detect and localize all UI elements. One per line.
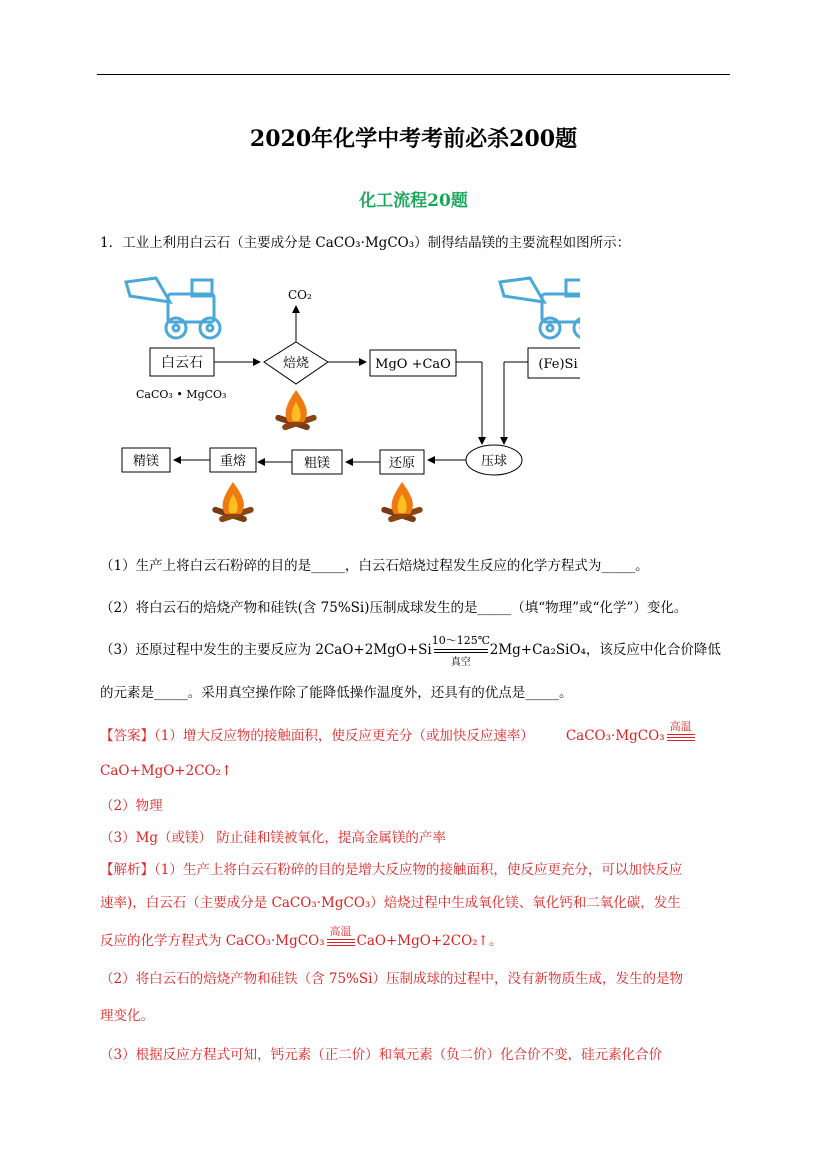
loader-truck-icon [126,278,220,338]
analysis-line4: （2）将白云石的焙烧产物和硅铁（含 75%Si）压制成球的过程中，没有新物质生成，发生的是物 [100,971,683,987]
fire-icon [212,482,255,523]
header-rule [97,74,730,75]
page-title: 2020年化学中考考前必杀200题 [249,126,578,152]
answer-label: 【答案】 [100,728,154,744]
analysis-line5: 理变化。 [100,1008,154,1024]
chongrong-label: 重熔 [219,454,247,469]
loader-truck-icon [500,278,580,338]
reaction-condition: 10～125℃ 真空 [431,633,491,668]
answer-line3: （2）物理 [100,798,163,814]
jingmei-label: 精镁 [132,454,160,469]
huanyuan-label: 还原 [388,456,416,471]
question-3-line2: 的元素是_____。采用真空操作除了能降低操作温度外，还具有的优点是_____。 [100,685,573,701]
analysis-line1: 【解析】（1）生产上将白云石粉碎的目的是增大反应物的接触面积，使反应更充分，可以加快反应 [100,862,683,878]
process-flow-diagram [110,272,580,528]
answer-line1: 【答案】（1）增大反应物的接触面积，使反应更充分（或加快反应速率） CaCO₃·MgCO₃ 高温 [100,724,697,744]
yaqiu-label: 压球 [480,454,508,469]
co2-label: CO₂ [288,288,312,302]
analysis-line6: （3）根据反应方程式可知，钙元素（正二价）和氧元素（负二价）化合价不变，硅元素化合价 [100,1047,663,1063]
beishao-label: 焙烧 [282,356,310,371]
answer-line2: CaO+MgO+2CO₂↑ [100,763,233,779]
fesi-label: (Fe)Si [538,357,578,372]
baiyunshi-label: 白云石 [161,355,203,371]
section-title: 化工流程20题 [359,191,468,211]
question-intro: 1．工业上利用白云石（主要成分是 CaCO₃·MgCO₃）制得结晶镁的主要流程如图所示： [100,235,631,251]
question-1: （1）生产上将白云石粉碎的目的是_____，白云石焙烧过程发生反应的化学方程式为_____。 [100,558,649,574]
analysis-line3: 反应的化学方程式为 CaCO₃·MgCO₃ 高温 CaO+MgO+2CO₂↑。 [100,924,503,949]
fire-icon [275,390,318,431]
question-3-line1: （3）还原过程中发生的主要反应为 2CaO+2MgO+Si 10～125℃ 真空 2Mg+Ca₂SiO₄，该反应中化合价降低 [100,633,721,668]
formula-label: CaCO₃ • MgCO₃ [136,388,227,401]
answer-line4: （3）Mg（或镁） 防止硅和镁被氧化，提高金属镁的产率 [100,830,446,846]
cumei-label: 粗镁 [303,456,331,471]
fire-icon [381,482,424,523]
mgo-cao-label: MgO +CaO [375,357,451,372]
question-2: （2）将白云石的焙烧产物和硅铁(含 75%Si)压制成球发生的是_____（填“物理”或“化学”）变化。 [100,600,688,616]
analysis-label: 【解析】 [100,862,154,878]
analysis-line2: 速率)，白云石（主要成分是 CaCO₃·MgCO₃）焙烧过程中生成氧化镁、氧化钙和二氧化碳，发生 [100,895,681,911]
